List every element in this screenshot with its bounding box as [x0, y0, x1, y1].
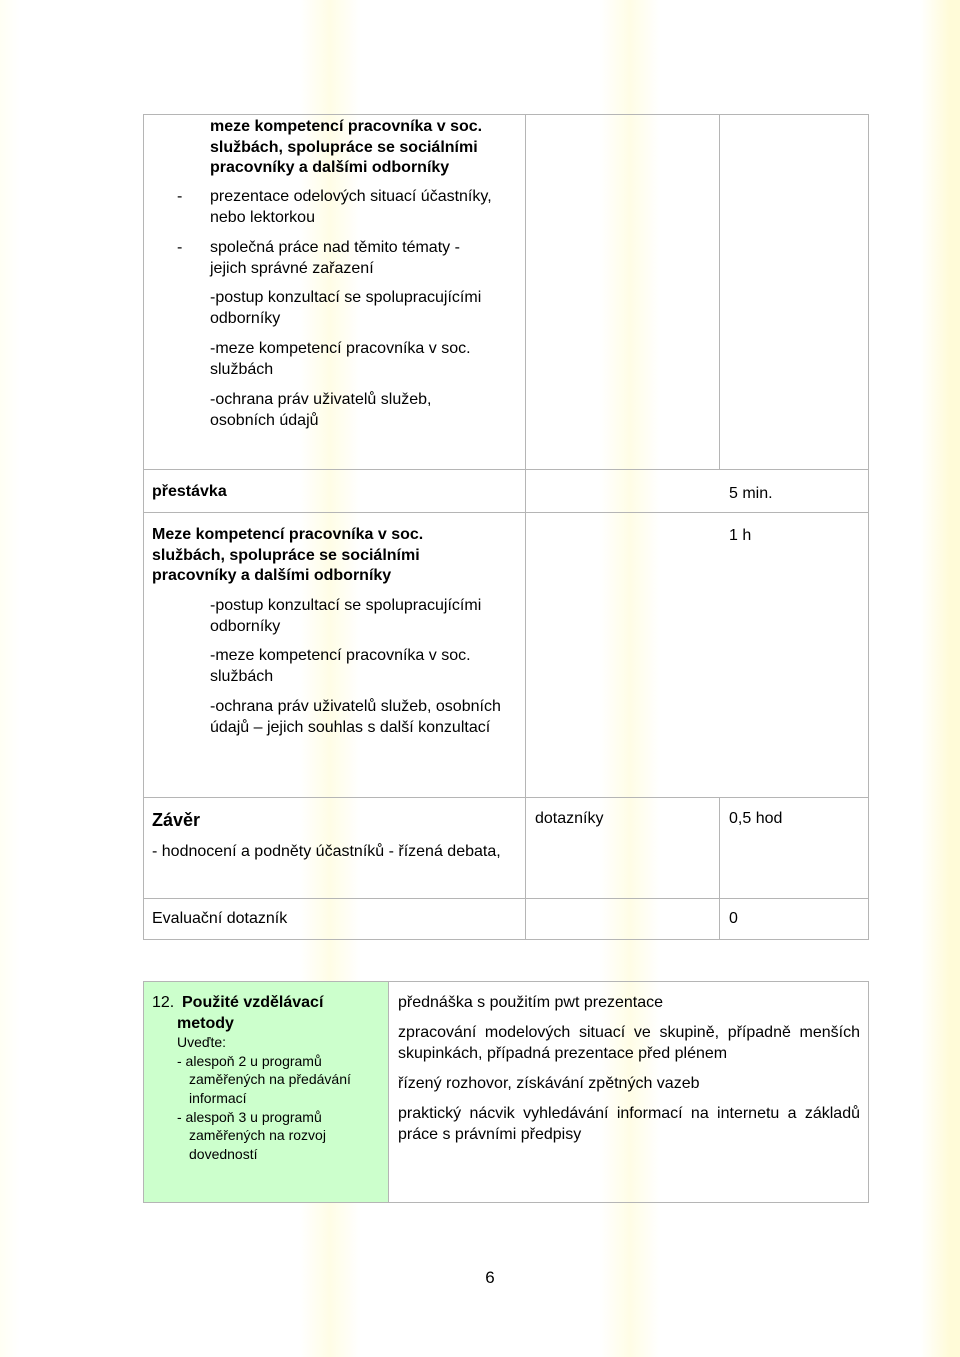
section-title-line2: metody: [177, 1015, 234, 1032]
row1-bullet-2: společná práce nad těmito tématy - jejich správné zařazení: [210, 239, 460, 277]
row1-item-ochrana: -ochrana práv uživatelů služeb, osobních údajů: [210, 391, 432, 429]
page-number: 6: [485, 1268, 495, 1287]
evaluation-label: Evaluační dotazník: [152, 910, 288, 927]
conclusion-time: 0,5 hod: [729, 810, 783, 827]
break-label: přestávka: [152, 483, 227, 500]
requirement-1-head: - alespoň 2 u programů: [177, 1053, 322, 1069]
row3-item-postup: -postup konzultací se spolupracujícími odborníky: [210, 597, 482, 635]
method-item: zpracování modelových situací ve skupině, případně menších skupinkách, případná prezentace před plénem: [398, 1024, 860, 1062]
row3-heading: Meze kompetencí pracovníka v soc. službách, spolupráce se sociálními pracovníky a dalšími odborníky: [152, 526, 424, 584]
row3-time: 1 h: [729, 527, 752, 544]
requirement-2-rest: zaměřených na rozvoj dovedností: [189, 1127, 326, 1162]
method-item: praktický nácvik vyhledávání informací na internetu a základů práce s právními předpisy: [398, 1105, 860, 1143]
bullet-dash: -: [177, 188, 183, 205]
row1-item-meze: -meze kompetencí pracovníka v soc. službách: [210, 340, 471, 378]
row3-item-ochrana: -ochrana práv uživatelů služeb, osobních údajů – jejich souhlas s další konzultací: [210, 698, 501, 736]
bullet-dash: -: [177, 239, 183, 256]
section-number: 12.: [152, 994, 175, 1011]
conclusion-tool: dotazníky: [535, 810, 604, 827]
row3-item-meze: -meze kompetencí pracovníka v soc. službách: [210, 647, 471, 685]
instruction-label: Uveďte:: [177, 1034, 227, 1050]
evaluation-time: 0: [729, 910, 738, 927]
requirement-1-rest: zaměřených na předávání informací: [189, 1071, 351, 1106]
row1-heading: meze kompetencí pracovníka v soc. službách, spolupráce se sociálními pracovníky a dalšími odborníky: [210, 118, 483, 176]
section-title-line1: Použité vzdělávací: [182, 994, 324, 1011]
requirement-2-head: - alespoň 3 u programů: [177, 1109, 322, 1125]
method-item: přednáška s použitím pwt prezentace: [398, 994, 664, 1011]
row1-bullet-1: prezentace odelových situací účastníky, nebo lektorkou: [210, 188, 492, 226]
break-time: 5 min.: [729, 485, 773, 502]
conclusion-text: - hodnocení a podněty účastníků - řízená debata,: [152, 843, 501, 860]
row1-item-postup: -postup konzultací se spolupracujícími odborníky: [210, 289, 482, 327]
conclusion-title: Závěr: [152, 810, 201, 830]
method-item: řízený rozhovor, získávání zpětných vazeb: [398, 1075, 700, 1092]
